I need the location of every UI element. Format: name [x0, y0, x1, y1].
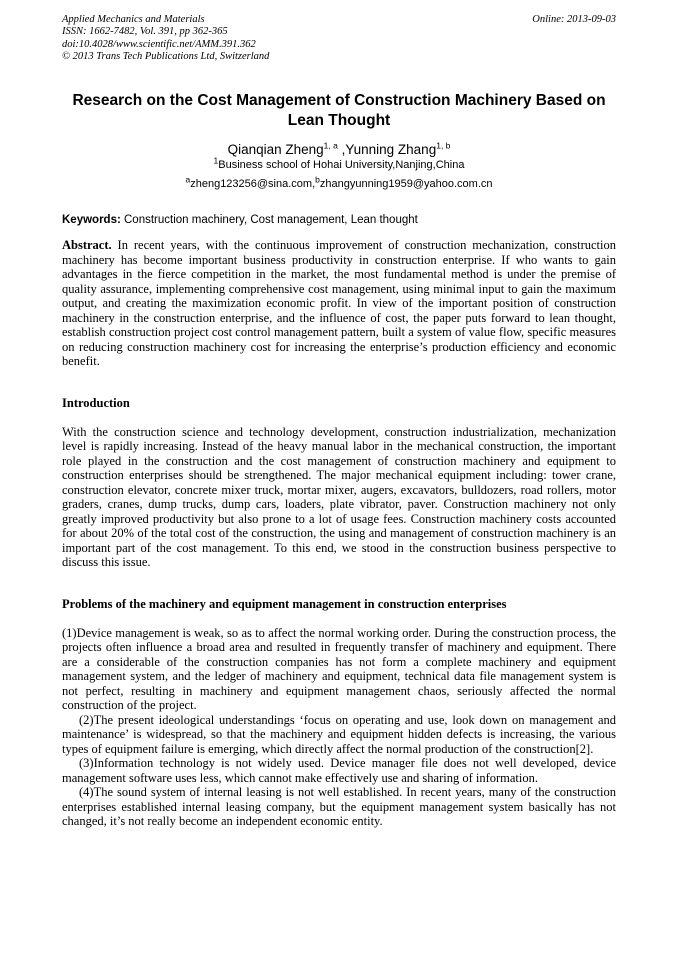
online-date: Online: 2013-09-03: [532, 14, 616, 25]
problems-paragraph-1: (1)Device management is weak, so as to affect the normal working order. During the construction process, the projects often influence a broad area and resulted in frequently transfer of machinery and equipment. There are a considerable of the construction companies has not form a complete machinery and equipment management system, and the ledger of machinery and equipment, technical data file management system is not perfect, resulting in machinery and equipment management chaos, seriously affected the normal construction of the project.: [62, 625, 616, 713]
journal-header-row: [62, 14, 616, 26]
affiliation-superscript: 1: [213, 155, 219, 166]
affiliation-line: [62, 155, 616, 172]
journal-title: Applied Mechanics and Materials: [62, 14, 205, 25]
section-heading-introduction: Introduction: [62, 395, 130, 410]
abstract-paragraph: [62, 238, 616, 369]
author-2-name: Yunning Zhang: [345, 142, 437, 158]
journal-header: [62, 14, 616, 64]
email-a: zheng123256@sina.com,: [190, 178, 316, 191]
email-b: zhangyunning1959@yahoo.com.cn: [319, 178, 493, 191]
introduction-paragraph: With the construction science and technology development, construction industrialization, mechanization level is rapidly increasing. Instead of the heavy manual labor in the mechanical construction, the important role played in the construction and the cost management of construction machinery and equipment to construction enterprises should be strengthened. The major mechanical equipment including: tower crane, construction elevator, concrete mixer truck, mortar mixer, augers, excavators, bulldozers, road rollers, motor graders, cranes, dump trucks, dump cars, loaders, plate vibrator, paver. Construction machinery not only greatly improved productivity but also prone to a lot of usage fees. Construction machinery costs accounted for about 20% of the total cost of the construction, the using and management of construction machinery is an important part of the cost management. To this end, we stood in the construction business perspective to discuss this issue.: [62, 424, 616, 570]
author-2-superscript: 1, b: [436, 140, 451, 151]
author-1-name: Qianqian Zheng: [227, 142, 324, 158]
abstract-label: Abstract.: [62, 238, 112, 253]
email-line: [62, 174, 616, 191]
journal-doi: doi:10.4028/www.scientific.net/AMM.391.362: [62, 38, 256, 50]
abstract-text: In recent years, with the continuous improvement of construction mechanization, construction machinery has become important business productivity in construction enterprise. If who wants to gain advantages in the fierce competition in the market, the most fundamental method is under the premise of quality assurance, implementing comprehensive cost management, using minimal input to gain the maximum output, and creating the maximization economic profit. In view of the important position of construction machinery in the construction enterprise, and the influence of cost, the paper puts forward to lean thought, establish construction project cost control management pattern, built a system of value flow, specific measures on reducing construction machinery cost for increasing the enterprise’s production efficiency and economic benefit.: [62, 238, 616, 369]
author-1-superscript: 1, a: [323, 140, 338, 151]
keywords-text: Construction machinery, Cost management, Lean thought: [124, 214, 418, 227]
author-separator: ,: [337, 142, 346, 158]
journal-copyright: © 2013 Trans Tech Publications Ltd, Switzerland: [62, 51, 270, 63]
paper-title: Research on the Cost Management of Construction Machinery Based on Lean Thought: [72, 91, 606, 130]
email-b-superscript: b: [315, 174, 320, 185]
author-line: [62, 142, 616, 157]
keywords-line: [62, 214, 616, 226]
keywords-label: Keywords:: [62, 214, 121, 227]
journal-issn: ISSN: 1662-7482, Vol. 391, pp 362-365: [62, 26, 228, 38]
problems-paragraph-2: (2)The present ideological understandings ‘focus on operating and use, look down on management and maintenance’ is widespread, so that the machinery and equipment hidden defects is increasing, the various types of equipment failure is emerging, which directly affect the normal production of the construction[2].: [62, 712, 616, 756]
problems-paragraph-4: (4)The sound system of internal leasing is not well established. In recent years, many of the construction enterprises established internal leasing company, but the equipment management system basically has not changed, it’s not really become an independent economic entity.: [62, 785, 616, 829]
email-a-superscript: a: [185, 174, 191, 185]
problems-paragraph-3: (3)Information technology is not widely used. Device manager file does not well developed, device management software uses less, which cannot make effectively use and sharing of information.: [62, 756, 616, 785]
section-heading-problems: Problems of the machinery and equipment management in construction enterprises: [62, 596, 507, 611]
affiliation-text: Business school of Hohai University,Nanjing,China: [218, 159, 465, 172]
